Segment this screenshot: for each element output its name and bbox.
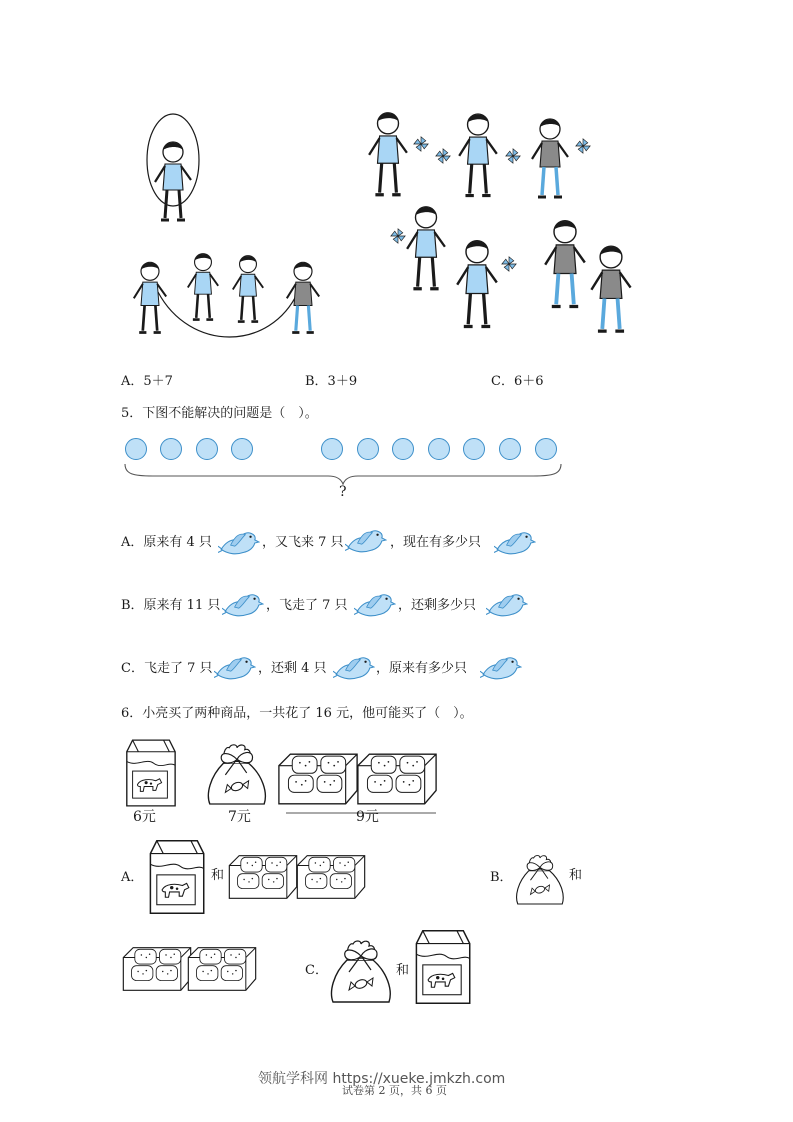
q6-option-a-label: A． — [121, 870, 144, 885]
bird-icon — [345, 524, 387, 556]
q5-circles-right-group — [321, 438, 561, 462]
q6-option-b-label: B． — [490, 870, 513, 885]
q6-option-c-and: 和 — [396, 963, 410, 978]
circle — [321, 438, 343, 460]
milk-carton-icon — [121, 738, 179, 808]
price-biscuits: 9元 — [356, 809, 379, 825]
illustration-pinwheel-kids — [365, 108, 645, 343]
q6-option-b-and: 和 — [569, 868, 583, 883]
candy-bag-icon — [204, 734, 270, 808]
bird-icon — [333, 651, 375, 683]
biscuit-box-icon — [277, 752, 359, 806]
q5-question: 5．下图不能解决的问题是（ ）。 — [121, 406, 318, 421]
q5-option-b-part2: ，飞走了 7 只 — [266, 598, 348, 613]
q5-option-a-part2: ，又飞来 7 只 — [262, 535, 344, 550]
milk-carton-icon — [410, 928, 474, 1006]
circle — [357, 438, 379, 460]
biscuit-box-icon — [227, 854, 299, 900]
biscuit-box-icon — [295, 854, 367, 900]
q4-option-a: A．5＋7 — [121, 374, 173, 389]
bird-icon — [480, 651, 522, 683]
q5-option-a-part1: A．原来有 4 只 — [121, 535, 212, 550]
bird-icon — [494, 526, 536, 558]
circle — [535, 438, 557, 460]
illustration-long-rope-kids — [130, 252, 325, 347]
bird-icon — [214, 651, 256, 683]
bird-icon — [486, 588, 528, 620]
circle — [160, 438, 182, 460]
watermark: 领航学科网 https://xueke.jmkzh.com — [258, 1071, 506, 1087]
candy-bag-icon — [327, 930, 395, 1006]
circle — [231, 438, 253, 460]
q6-option-a-and: 和 — [211, 868, 225, 883]
bird-icon — [222, 588, 264, 620]
circle — [196, 438, 218, 460]
q5-option-b-part3: ，还剩多少只 — [398, 598, 477, 613]
q5-total-brace — [123, 462, 563, 486]
q5-option-c-part3: ，原来有多少只 — [376, 661, 468, 676]
q5-unknown-mark: ? — [339, 484, 347, 500]
biscuit-box-icon — [356, 752, 438, 806]
milk-carton-icon — [144, 838, 208, 916]
page-footer: 试卷第 2 页，共 6 页 — [342, 1084, 447, 1097]
candy-bag-icon — [513, 846, 567, 908]
circle — [392, 438, 414, 460]
circle — [463, 438, 485, 460]
price-candy: 7元 — [228, 809, 251, 825]
q5-option-b-part1: B．原来有 11 只 — [121, 598, 221, 613]
q5-option-c-part2: ，还剩 4 只 — [258, 661, 327, 676]
q5-option-c-part1: C．飞走了 7 只 — [121, 661, 213, 676]
biscuit-box-icon — [121, 946, 193, 992]
circle — [428, 438, 450, 460]
illustration-jump-rope-girl — [133, 110, 218, 230]
q4-option-b: B．3＋9 — [305, 374, 358, 389]
bird-icon — [354, 588, 396, 620]
q5-option-a-part3: ，现在有多少只 — [390, 535, 482, 550]
q4-option-c: C．6＋6 — [491, 374, 544, 389]
biscuit-box-icon — [186, 946, 258, 992]
circle — [125, 438, 147, 460]
price-milk: 6元 — [133, 809, 156, 825]
q6-option-c-label: C． — [305, 963, 328, 978]
circle — [499, 438, 521, 460]
bird-icon — [218, 526, 260, 558]
q6-question: 6．小亮买了两种商品，一共花了 16 元，他可能买了（ ）。 — [121, 706, 473, 721]
q5-circles-left-group — [125, 438, 265, 462]
